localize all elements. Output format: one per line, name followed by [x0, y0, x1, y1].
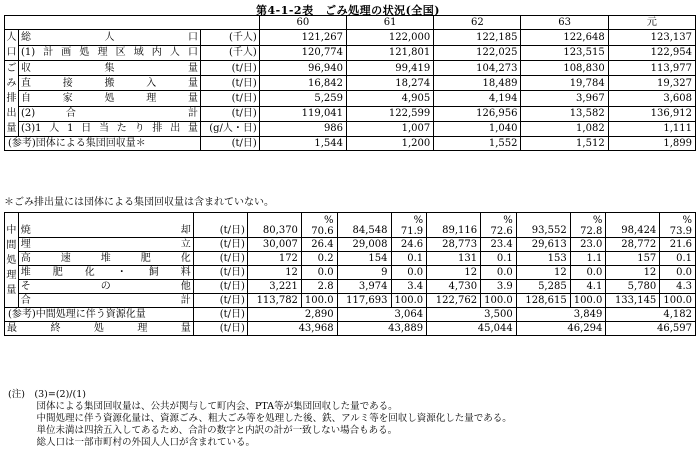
- row-unit: (t/日): [200, 76, 259, 91]
- note-line: (注) (3)=(2)/(1): [8, 389, 86, 400]
- row-label: 総 人 口: [18, 30, 200, 46]
- value-cell: 122,185: [434, 30, 521, 46]
- value-cell: 12: [606, 266, 660, 280]
- percent-cell: 2.8: [301, 280, 337, 294]
- percent-cell: 0.1: [481, 252, 517, 266]
- table-row: [5, 45, 696, 61]
- value-cell: 1,040: [434, 121, 521, 136]
- percent-cell: 0.2: [301, 252, 337, 266]
- value-cell: 2,890: [247, 308, 337, 322]
- value-cell: 122,599: [347, 106, 434, 121]
- value-cell: 46,294: [516, 322, 606, 336]
- value-cell: 122,954: [608, 45, 695, 61]
- value-cell: 46,597: [606, 322, 696, 336]
- value-cell: 43,889: [337, 322, 427, 336]
- table-row: [5, 106, 696, 121]
- percent-cell: 0.0: [570, 266, 606, 280]
- percent-value: 71.9: [400, 226, 424, 237]
- percent-symbol: %: [682, 215, 692, 226]
- percent-cell: 0.0: [301, 266, 337, 280]
- value-cell: 172: [247, 252, 301, 266]
- value-cell: 4,730: [427, 280, 481, 294]
- intermediate-side-label: 中間処理量: [5, 213, 19, 308]
- row-unit: (g/人・日): [200, 121, 259, 136]
- value-cell: 18,489: [434, 76, 521, 91]
- row-unit: (t/日): [193, 252, 247, 266]
- value-cell: 122,648: [521, 30, 608, 46]
- intermediate-treatment-table: [4, 212, 696, 336]
- row-label: 直接搬入量: [18, 76, 200, 91]
- value-cell: 1,552: [434, 137, 521, 151]
- percent-cell: 0.0: [660, 266, 696, 280]
- waste-discharge-table: [4, 15, 696, 151]
- value-cell: 13,582: [521, 106, 608, 121]
- value-cell: 43,968: [247, 322, 337, 336]
- row-unit: (t/日): [193, 294, 247, 308]
- percent-value: 72.6: [490, 226, 513, 237]
- value-cell: 89,116: [427, 213, 481, 238]
- value-cell: 3,064: [337, 308, 427, 322]
- row-unit: (t/日): [200, 61, 259, 76]
- year-header: 60: [259, 16, 346, 30]
- population-side-label: 人口: [5, 30, 19, 61]
- row-label: 焼 却: [18, 213, 193, 238]
- percent-cell: 0.0: [391, 266, 427, 280]
- value-cell: 4,182: [606, 308, 696, 322]
- row-unit: (t/日): [200, 106, 259, 121]
- value-cell: 104,273: [434, 61, 521, 76]
- table-row: [5, 213, 696, 238]
- row-label: 合 計: [18, 294, 193, 308]
- value-cell: 5,285: [516, 280, 570, 294]
- percent-cell: 100.0: [660, 294, 696, 308]
- value-cell: 99,419: [347, 61, 434, 76]
- row-label: 最 終 処 理 量: [5, 322, 194, 336]
- percent-cell: 4.3: [660, 280, 696, 294]
- value-cell: 98,424: [606, 213, 660, 238]
- year-header: 63: [521, 16, 608, 30]
- row-label: (1)計画処理区域内人口: [18, 45, 200, 61]
- value-cell: 5,780: [606, 280, 660, 294]
- row-label: 収 集 量: [18, 61, 200, 76]
- value-cell: 117,693: [337, 294, 391, 308]
- value-cell: 128,615: [516, 294, 570, 308]
- table-row: [5, 121, 696, 136]
- value-cell: 113,977: [608, 61, 695, 76]
- percent-cell: [570, 213, 606, 238]
- value-cell: 12: [516, 266, 570, 280]
- value-cell: 154: [337, 252, 391, 266]
- percent-symbol: %: [413, 215, 424, 226]
- percent-symbol: %: [592, 215, 603, 226]
- value-cell: 16,842: [259, 76, 346, 91]
- value-cell: 45,044: [427, 322, 517, 336]
- table-row: [5, 61, 696, 76]
- percent-value: 73.9: [669, 226, 692, 237]
- reference-row: [5, 137, 696, 151]
- value-cell: 131: [427, 252, 481, 266]
- row-label: 埋 立: [18, 238, 193, 252]
- value-cell: 122,000: [347, 30, 434, 46]
- reference-row: [5, 308, 696, 322]
- star-note: ＊ごみ排出量には団体による集団回収量は含まれていない。: [4, 197, 274, 208]
- value-cell: 122,025: [434, 45, 521, 61]
- row-label: (参考)中間処理に伴う資源化量: [5, 308, 194, 322]
- percent-cell: [481, 213, 517, 238]
- row-unit: (t/日): [193, 213, 247, 238]
- percent-cell: 21.6: [660, 238, 696, 252]
- value-cell: 1,544: [259, 137, 346, 151]
- row-unit: (t/日): [193, 266, 247, 280]
- percent-value: 70.6: [311, 226, 334, 237]
- value-cell: 3,608: [608, 91, 695, 106]
- year-header: 元: [608, 16, 695, 30]
- value-cell: 1,007: [347, 121, 434, 136]
- table-row: [5, 294, 696, 308]
- value-cell: 136,912: [608, 106, 695, 121]
- value-cell: 1,111: [608, 121, 695, 136]
- value-cell: 120,774: [259, 45, 346, 61]
- footnotes: [8, 389, 512, 449]
- row-unit: (t/日): [200, 91, 259, 106]
- value-cell: 5,259: [259, 91, 346, 106]
- value-cell: 29,613: [516, 238, 570, 252]
- value-cell: 1,512: [521, 137, 608, 151]
- row-label: 自家処理量: [18, 91, 200, 106]
- row-label: (3)1人1日当たり排出量: [18, 121, 200, 136]
- value-cell: 133,145: [606, 294, 660, 308]
- value-cell: 1,082: [521, 121, 608, 136]
- percent-cell: 100.0: [301, 294, 337, 308]
- value-cell: 3,967: [521, 91, 608, 106]
- year-header: 62: [434, 16, 521, 30]
- percent-cell: [301, 213, 337, 238]
- value-cell: 30,007: [247, 238, 301, 252]
- percent-cell: 100.0: [391, 294, 427, 308]
- value-cell: 12: [427, 266, 481, 280]
- final-disposal-row: [5, 322, 696, 336]
- value-cell: 19,327: [608, 76, 695, 91]
- value-cell: 121,267: [259, 30, 346, 46]
- value-cell: 18,274: [347, 76, 434, 91]
- table-row: [5, 280, 696, 294]
- value-cell: 19,784: [521, 76, 608, 91]
- value-cell: 4,905: [347, 91, 434, 106]
- value-cell: 96,940: [259, 61, 346, 76]
- header-blank: [5, 16, 260, 30]
- table-row: [5, 238, 696, 252]
- table-row: [5, 91, 696, 106]
- percent-cell: 0.0: [481, 266, 517, 280]
- percent-cell: [391, 213, 427, 238]
- value-cell: 126,956: [434, 106, 521, 121]
- header-row: [5, 16, 696, 30]
- value-cell: 157: [606, 252, 660, 266]
- table-row: [5, 252, 696, 266]
- percent-cell: 0.1: [660, 252, 696, 266]
- percent-cell: 23.0: [570, 238, 606, 252]
- percent-cell: 100.0: [481, 294, 517, 308]
- value-cell: 80,370: [247, 213, 301, 238]
- row-label: そ の 他: [18, 280, 193, 294]
- percent-symbol: %: [324, 215, 334, 226]
- value-cell: 3,221: [247, 280, 301, 294]
- value-cell: 986: [259, 121, 346, 136]
- row-label: (参考)団体による集団回収量＊: [5, 137, 201, 151]
- value-cell: 3,500: [427, 308, 517, 322]
- table-title: 第4-1-2表 ごみ処理の状況(全国): [255, 4, 440, 17]
- row-unit: (t/日): [193, 238, 247, 252]
- value-cell: 4,194: [434, 91, 521, 106]
- percent-cell: 26.4: [301, 238, 337, 252]
- value-cell: 3,974: [337, 280, 391, 294]
- value-cell: 12: [247, 266, 301, 280]
- value-cell: 123,515: [521, 45, 608, 61]
- row-label: 堆肥化・飼料: [18, 266, 193, 280]
- percent-cell: 3.9: [481, 280, 517, 294]
- value-cell: 123,137: [608, 30, 695, 46]
- value-cell: 121,801: [347, 45, 434, 61]
- value-cell: 9: [337, 266, 391, 280]
- note-line: 団体による集団回収量は、公共が関与して町内会、PTA等が集団回収した量である。: [8, 401, 398, 412]
- row-label: 高速堆肥化: [18, 252, 193, 266]
- value-cell: 122,762: [427, 294, 481, 308]
- row-unit: (t/日): [193, 322, 247, 336]
- value-cell: 3,849: [516, 308, 606, 322]
- row-unit: (t/日): [193, 308, 247, 322]
- percent-cell: 24.6: [391, 238, 427, 252]
- value-cell: 28,772: [606, 238, 660, 252]
- value-cell: 119,041: [259, 106, 346, 121]
- note-line: 総人口は一部市町村の外国人人口が含まれている。: [8, 437, 256, 448]
- table-row: [5, 76, 696, 91]
- note-line: 単位未満は四捨五入してあるため、合計の数字と内訳の計が一致しない場合もある。: [8, 425, 398, 436]
- row-unit: (千人): [200, 45, 259, 61]
- value-cell: 153: [516, 252, 570, 266]
- value-cell: 28,773: [427, 238, 481, 252]
- row-unit: (千人): [200, 30, 259, 46]
- row-unit: (t/日): [193, 280, 247, 294]
- value-cell: 93,552: [516, 213, 570, 238]
- value-cell: 29,008: [337, 238, 391, 252]
- value-cell: 1,899: [608, 137, 695, 151]
- percent-cell: 4.1: [570, 280, 606, 294]
- value-cell: 1,200: [347, 137, 434, 151]
- percent-symbol: %: [503, 215, 513, 226]
- value-cell: 84,548: [337, 213, 391, 238]
- row-unit: (t/日): [200, 137, 259, 151]
- percent-cell: 23.4: [481, 238, 517, 252]
- year-header: 61: [347, 16, 434, 30]
- note-line: 中間処理に伴う資源化量は、資源ごみ、粗大ごみ等を処理した後、鉄、アルミ等を回収し資源化した量である。: [8, 413, 512, 424]
- percent-cell: 1.1: [570, 252, 606, 266]
- discharge-side-label: ごみ排出量: [5, 61, 19, 137]
- table-row: [5, 266, 696, 280]
- value-cell: 108,830: [521, 61, 608, 76]
- percent-cell: [660, 213, 696, 238]
- percent-cell: 0.1: [391, 252, 427, 266]
- row-label: (2)合 計: [18, 106, 200, 121]
- table-row: [5, 30, 696, 46]
- percent-cell: 3.4: [391, 280, 427, 294]
- percent-value: 72.8: [580, 226, 603, 237]
- value-cell: 113,782: [247, 294, 301, 308]
- percent-cell: 100.0: [570, 294, 606, 308]
